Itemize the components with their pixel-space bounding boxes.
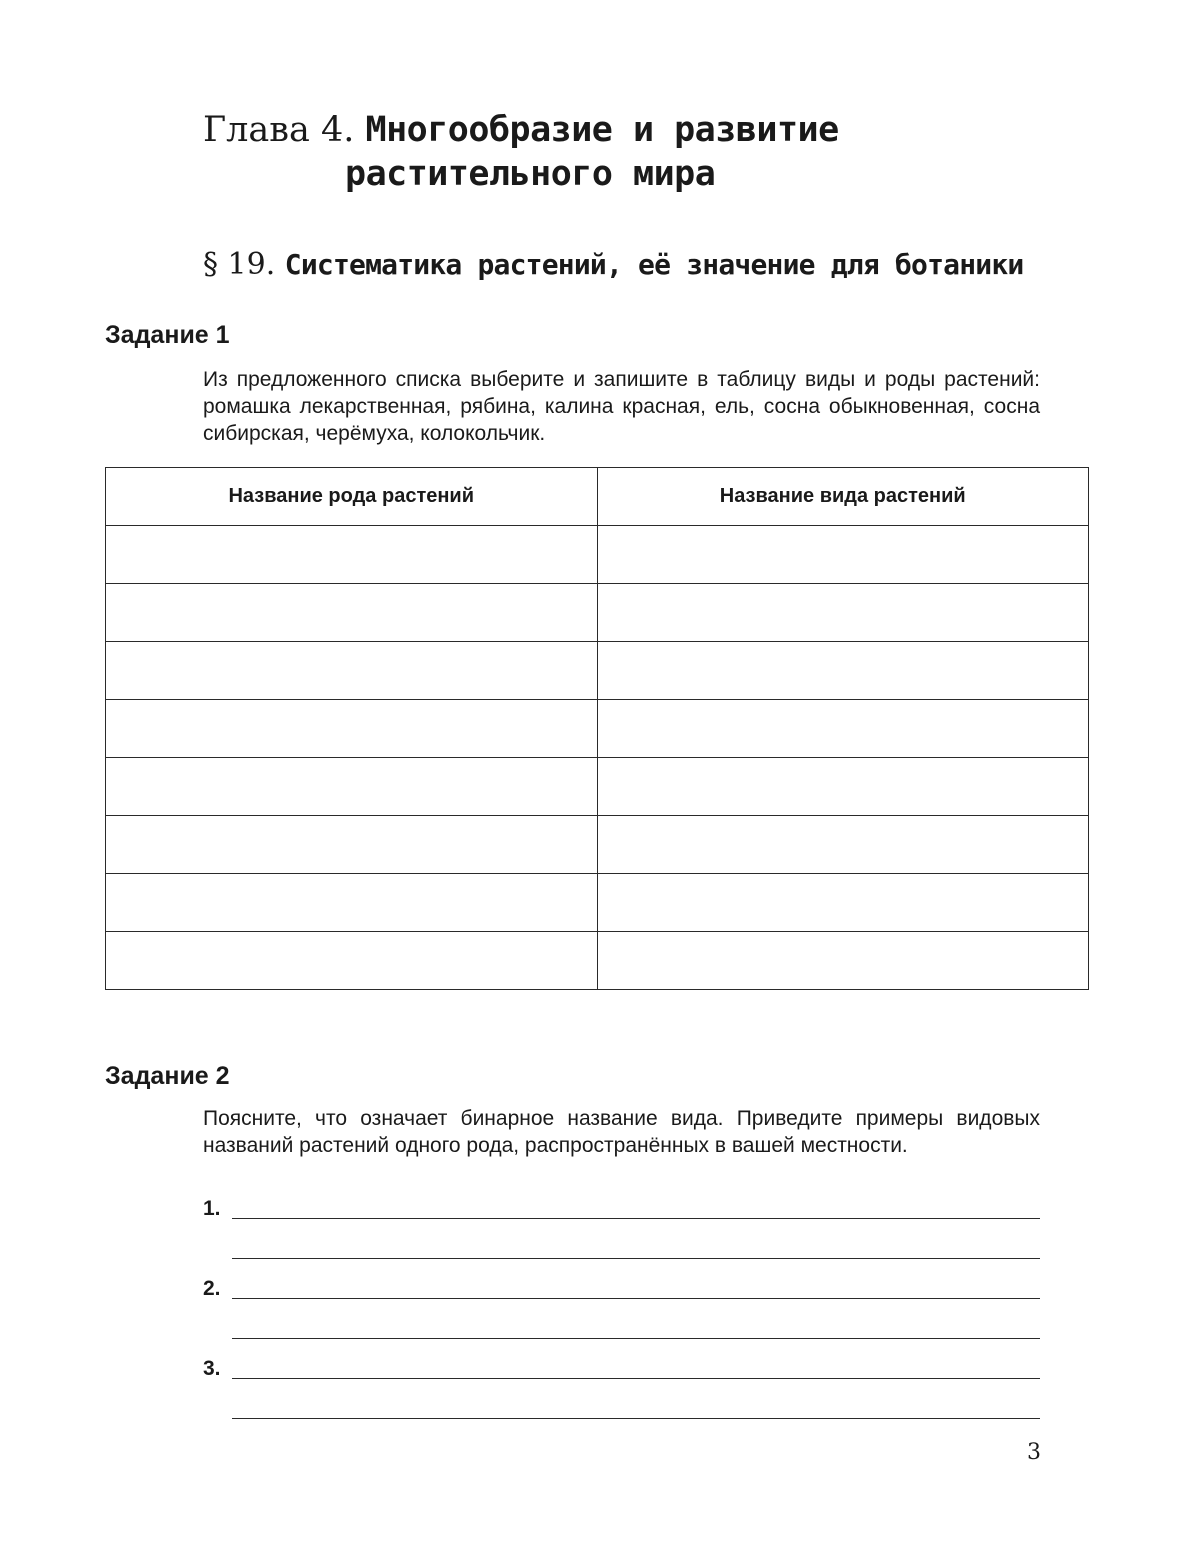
chapter-label: Глава 4. [203, 110, 355, 150]
table-cell-genus[interactable] [106, 526, 598, 584]
answer-line[interactable] [232, 1298, 1040, 1299]
table-cell-species[interactable] [597, 816, 1089, 874]
answer-line[interactable] [232, 1338, 1040, 1339]
table-cell-species[interactable] [597, 584, 1089, 642]
table-row [106, 700, 1089, 758]
table-row [106, 526, 1089, 584]
chapter-heading [203, 108, 839, 194]
answer-number-1: 1. [203, 1197, 221, 1220]
task1-text: Из предложенного списка выберите и запишите в таблицу виды и роды растений: ромашка лекарственная, рябина, калина красная, ель, сосна обыкновенная, сосна сибирская, черёмуха, колокольчик. [203, 368, 1040, 445]
task2-heading: Задание 2 [105, 1062, 230, 1090]
table-cell-genus[interactable] [106, 584, 598, 642]
table-cell-genus[interactable] [106, 816, 598, 874]
table-cell-genus[interactable] [106, 758, 598, 816]
page-number: 3 [1027, 1440, 1041, 1465]
answer-number-3: 3. [203, 1357, 221, 1380]
chapter-title-line1: Многообразие и развитие [365, 110, 839, 150]
task2-text: Поясните, что означает бинарное название вида. Приведите примеры видовых названий растений одного рода, распространённых в вашей местности. [203, 1107, 1040, 1157]
header-species: Название вида растений [597, 468, 1089, 526]
answer-block-1 [203, 1197, 1040, 1283]
genus-species-table [105, 467, 1089, 990]
table-row [106, 642, 1089, 700]
table-cell-species[interactable] [597, 526, 1089, 584]
table-cell-genus[interactable] [106, 642, 598, 700]
section-title: Систематика растений, её значение для ботаники [284, 248, 1024, 281]
chapter-title-line2: растительного мира [345, 154, 716, 194]
section-number: § 19. [203, 247, 276, 282]
section-heading [203, 247, 1023, 282]
table-row [106, 584, 1089, 642]
answer-line[interactable] [232, 1258, 1040, 1259]
table-cell-genus[interactable] [106, 874, 598, 932]
table-row [106, 932, 1089, 990]
answer-number-2: 2. [203, 1277, 221, 1300]
header-genus: Название рода растений [106, 468, 598, 526]
answer-line[interactable] [232, 1418, 1040, 1419]
table-cell-species[interactable] [597, 642, 1089, 700]
table-header-row [106, 468, 1089, 526]
answer-block-3 [203, 1357, 1040, 1443]
task1-heading: Задание 1 [105, 321, 230, 349]
table-cell-species[interactable] [597, 932, 1089, 990]
table-cell-species[interactable] [597, 874, 1089, 932]
table-row [106, 816, 1089, 874]
table-cell-genus[interactable] [106, 932, 598, 990]
table-row [106, 874, 1089, 932]
table-cell-species[interactable] [597, 700, 1089, 758]
answer-block-2 [203, 1277, 1040, 1363]
table-row [106, 758, 1089, 816]
answer-line[interactable] [232, 1378, 1040, 1379]
table-cell-genus[interactable] [106, 700, 598, 758]
table-cell-species[interactable] [597, 758, 1089, 816]
answer-line[interactable] [232, 1218, 1040, 1219]
